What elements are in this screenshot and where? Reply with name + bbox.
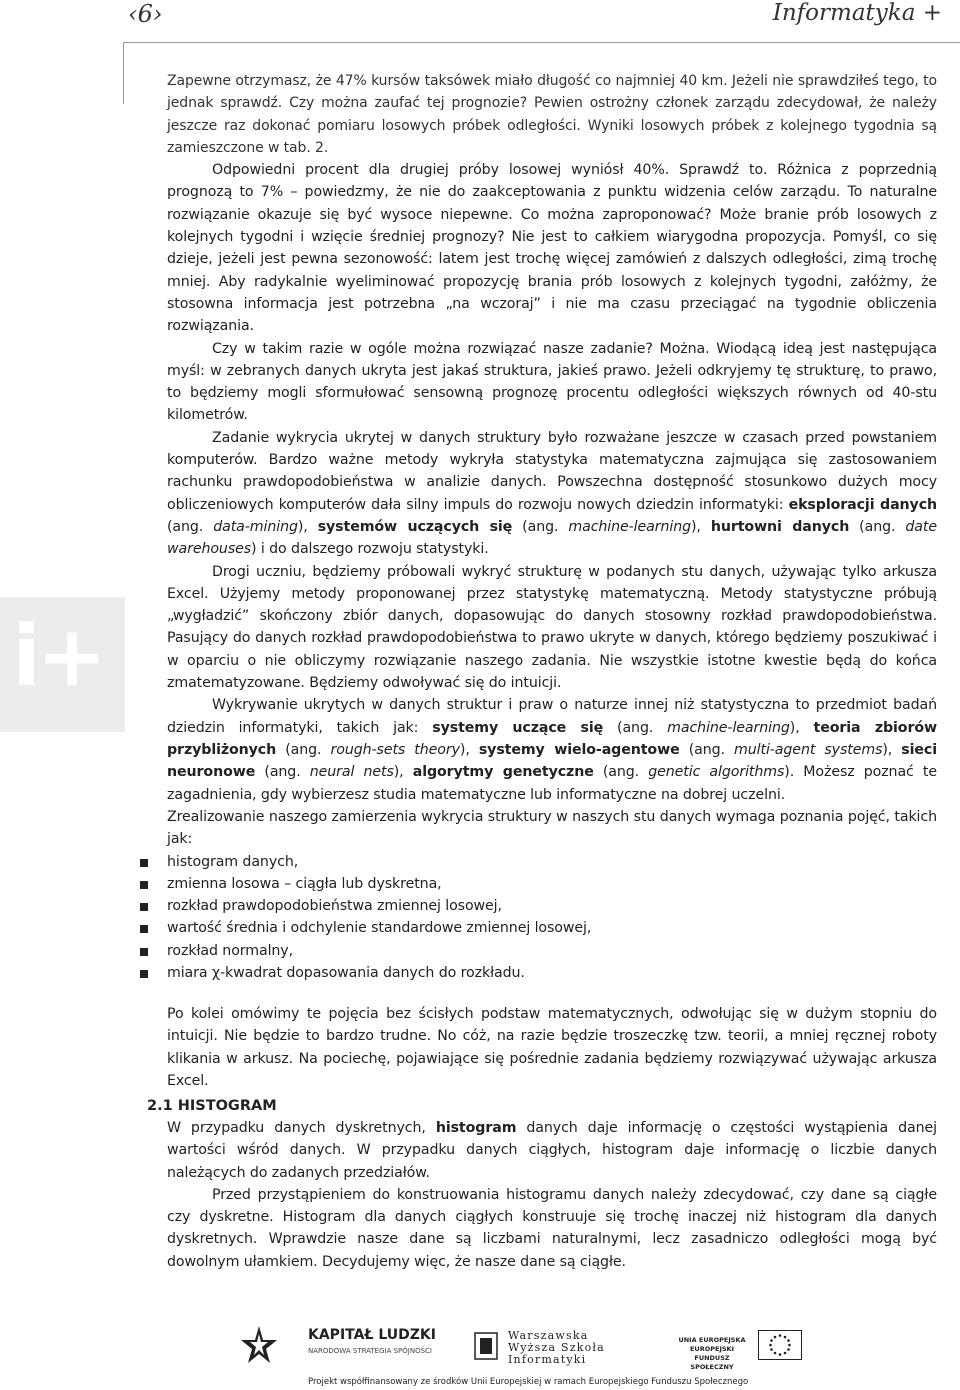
header-rule [124, 42, 960, 43]
magazine-title: Informatyka + [772, 0, 942, 26]
outro-block [167, 1003, 937, 1092]
term: histogram [435, 1120, 517, 1136]
list-item: rozkład prawdopodobieństwa zmiennej losowej, [167, 895, 937, 917]
term: eksploracji danych [788, 496, 938, 513]
term: systemy uczące się [432, 719, 604, 736]
list-item: histogram danych, [167, 851, 937, 873]
kapital-ludzki-logo-icon [235, 1324, 283, 1370]
list-item: wartość średnia i odchylenie standardowe zmiennej losowej, [167, 917, 937, 939]
paragraph: Zadanie wykrycia ukrytej w danych struktury było rozważane jeszcze w czasach przed powstaniem komputerów. Bardzo ważne metody wykryła statystyka matematyczna zajmująca się zastosowaniem rachunku prawdopodobieństwa w analizie danych. Powszechna dostępność stosunkowo dużych mocy obliczeniowych komputerów dała silny impuls do rozwoju nowych dziedzin informatyki: eksploracji danych (ang. data-mining), systemów uczących się (ang. machine-learning), hurtowni danych (ang. date warehouses) i do dalszego rozwoju statystyki. [167, 429, 938, 558]
ue-name: UNIA EUROPEJSKA EUROPEJSKI FUNDUSZ SPOŁECZNY [678, 1336, 746, 1371]
footer [0, 1318, 960, 1390]
bullet-icon [140, 903, 148, 911]
term: algorytmy genetyczne [412, 764, 594, 781]
paragraph: W przypadku danych dyskretnych, histogram danych daje informację o częstości wystąpienia danej wartości wśród danych. W przypadku danych ciągłych, histogram daje informację o liczbie danych należących do zadanych przedziałów. [167, 1120, 938, 1181]
paragraph: Drogi uczniu, będziemy próbowali wykryć strukturę w podanych stu danych, używając tylko arkusza Excel. Użyjemy metody proponowanej przez statystykę matematyczną. Metody statystyczne próbują „wygładzić” skończony zbiór danych, dopasowując do danych stosowny rozkład prawdopodobieństwa. Pasujący do danych rozkład prawdopodobieństwa to prawo ukryte w danych, którego będziemy poszukiwać i w oparciu o nie obliczymy rozwiązanie naszego zadania. Nie wszystkie istotne kwestie będą do końca zmatematyzowane. Będziemy odwoływać się do intuicji. [167, 563, 937, 692]
term: teoria zbiorów przybliżonych [167, 719, 937, 758]
bullet-icon [140, 881, 148, 889]
english-term: rough-sets theory [330, 741, 460, 758]
kapital-ludzki-title: KAPITAŁ LUDZKI [308, 1327, 436, 1343]
paragraph: Odpowiedni procent dla drugiej próby losowej wyniósł 40%. Sprawdź to. Różnica z poprzednią prognozą to 7% – powiedzmy, że nie do zaakceptowania z punktu widzenia celów zarządu. To naturalne rozwiązanie okazuje się być wysoce niepewne. Co można zaproponować? Może branie prób losowych z kolejnych tygodni i wzięcie średniej prognozy? Nie jest to całkiem wiarygodna propozycja. Pomyśl, co się dzieje, jeżeli jest pewna sezonowość: latem jest trochę więcej zamówień z dalszych odległości, zimą trochę mniej. Aby radykalnie wyeliminować propozycję brania prób losowych z kolejnych tygodni, załóżmy, że stosowna informacja jest potrzebna „na wczoraj” i nie ma czasu przeciągać na tygodnie obliczenia rozwiązania. [167, 162, 937, 335]
term: hurtowni danych [710, 518, 850, 535]
paragraph: Przed przystąpieniem do konstruowania histogramu danych należy zdecydować, czy dane są ciągłe czy dyskretne. Histogram dla danych ciągłych konstruuje się trochę inaczej niż histogram dla danych dyskretnych. Wprawdzie nasze dane są liczbami naturalnymi, lecz zasadniczo odległości mogą być dowolnym ułamkiem. Decydujemy więc, że nasze dane są ciągłe. [167, 1186, 937, 1270]
english-term: data-mining [213, 518, 298, 535]
page-number: ‹6› [128, 0, 163, 28]
paragraph: Po kolei omówimy te pojęcia bez ścisłych podstaw matematycznych, odwołując się w dużym stopniu do intuicji. Nie będzie to bardzo trudne. No cóż, na razie będzie troszeczkę tzw. teorii, a mniej ręcznej roboty klikania w arkusz. Na pociechę, pojawiające się pośrednie zadania będziemy rozwiązywać używając arkusza Excel. [167, 1006, 937, 1089]
margin-rule [123, 42, 124, 104]
bullet-icon [140, 948, 148, 956]
term: sieci neuronowe [167, 741, 937, 781]
english-term: machine-learning [667, 719, 790, 736]
english-term: multi-agent systems [734, 741, 883, 758]
term: systemy wielo-agentowe [478, 741, 680, 758]
wwsi-name: Warszawska Wyższa Szkoła Informatyki [508, 1329, 605, 1366]
concepts-block [167, 806, 937, 984]
intro-paragraph: Zapewne otrzymasz, że 47% kursów taksówek miało długość co najmniej 40 km. Jeżeli nie sprawdziłeś tego, to jednak sprawdź. Czy można zaufać tej prognozie? Pewien ostrożny członek zarządu zdecydował, że należy jeszcze raz dokonać pomiaru losowych próbek odległości. Wyniki losowych próbek z kolejnego tygodnia są zamieszczone w tab. 2. [167, 73, 937, 156]
list-item: zmienna losowa – ciągła lub dyskretna, [167, 873, 937, 895]
term: systemów uczących się [317, 518, 513, 535]
wwsi-logo-icon [474, 1332, 498, 1360]
list-item: rozkład normalny, [167, 940, 937, 962]
concepts-list [167, 851, 937, 985]
bullet-icon [140, 970, 148, 978]
bullet-icon [140, 859, 148, 867]
concepts-intro: Zrealizowanie naszego zamierzenia wykrycia struktury w naszych stu danych wymaga poznania pojęć, takich jak: [167, 809, 937, 848]
section-text [167, 1117, 937, 1273]
english-term: machine-learning [568, 518, 691, 535]
iplus-badge [0, 597, 125, 732]
project-note: Projekt współfinansowany ze środków Unii Europejskiej w ramach Europejskiego Funduszu Społecznego [308, 1377, 749, 1387]
bullet-icon [140, 925, 148, 933]
section-heading: 2.1 HISTOGRAM [147, 1098, 277, 1114]
iplus-badge-label: i+ [12, 607, 104, 705]
english-term: genetic algorithms [648, 764, 785, 781]
kapital-ludzki-subtitle: NARODOWA STRATEGIA SPÓJNOŚCI [308, 1347, 432, 1355]
body-text [167, 70, 937, 806]
eu-flag-icon [758, 1330, 802, 1360]
english-term: date warehouses [167, 518, 937, 558]
english-term: neural nets [309, 764, 394, 781]
paragraph: Wykrywanie ukrytych w danych struktur i praw o naturze innej niż statystyczna to przedmiot badań dziedzin informatyki, takich jak: systemy uczące się (ang. machine-learning), teoria zbiorów przybliżonych (ang. rough-sets theory), systemy wielo-agentowe (ang. multi-agent systems), sieci neuronowe (ang. neural nets), algorytmy genetyczne (ang. genetic algorithms). Możesz poznać te zagadnienia, gdy wybierzesz studia matematyczne lub informatyczne na dobrej uczelni. [167, 697, 937, 803]
list-item: miara χ-kwadrat dopasowania danych do rozkładu. [167, 962, 937, 984]
page-header [0, 0, 960, 34]
paragraph: Czy w takim razie w ogóle można rozwiązać nasze zadanie? Można. Wiodącą ideą jest następująca myśl: w zebranych danych ukryta jest jakaś struktura, jakieś prawo. Jeżeli odkryjemy tę strukturę, to prawo, to będziemy mogli sformułować sensowną prognozę procentu odległości większych równych od 40-stu kilometrów. [167, 340, 937, 424]
